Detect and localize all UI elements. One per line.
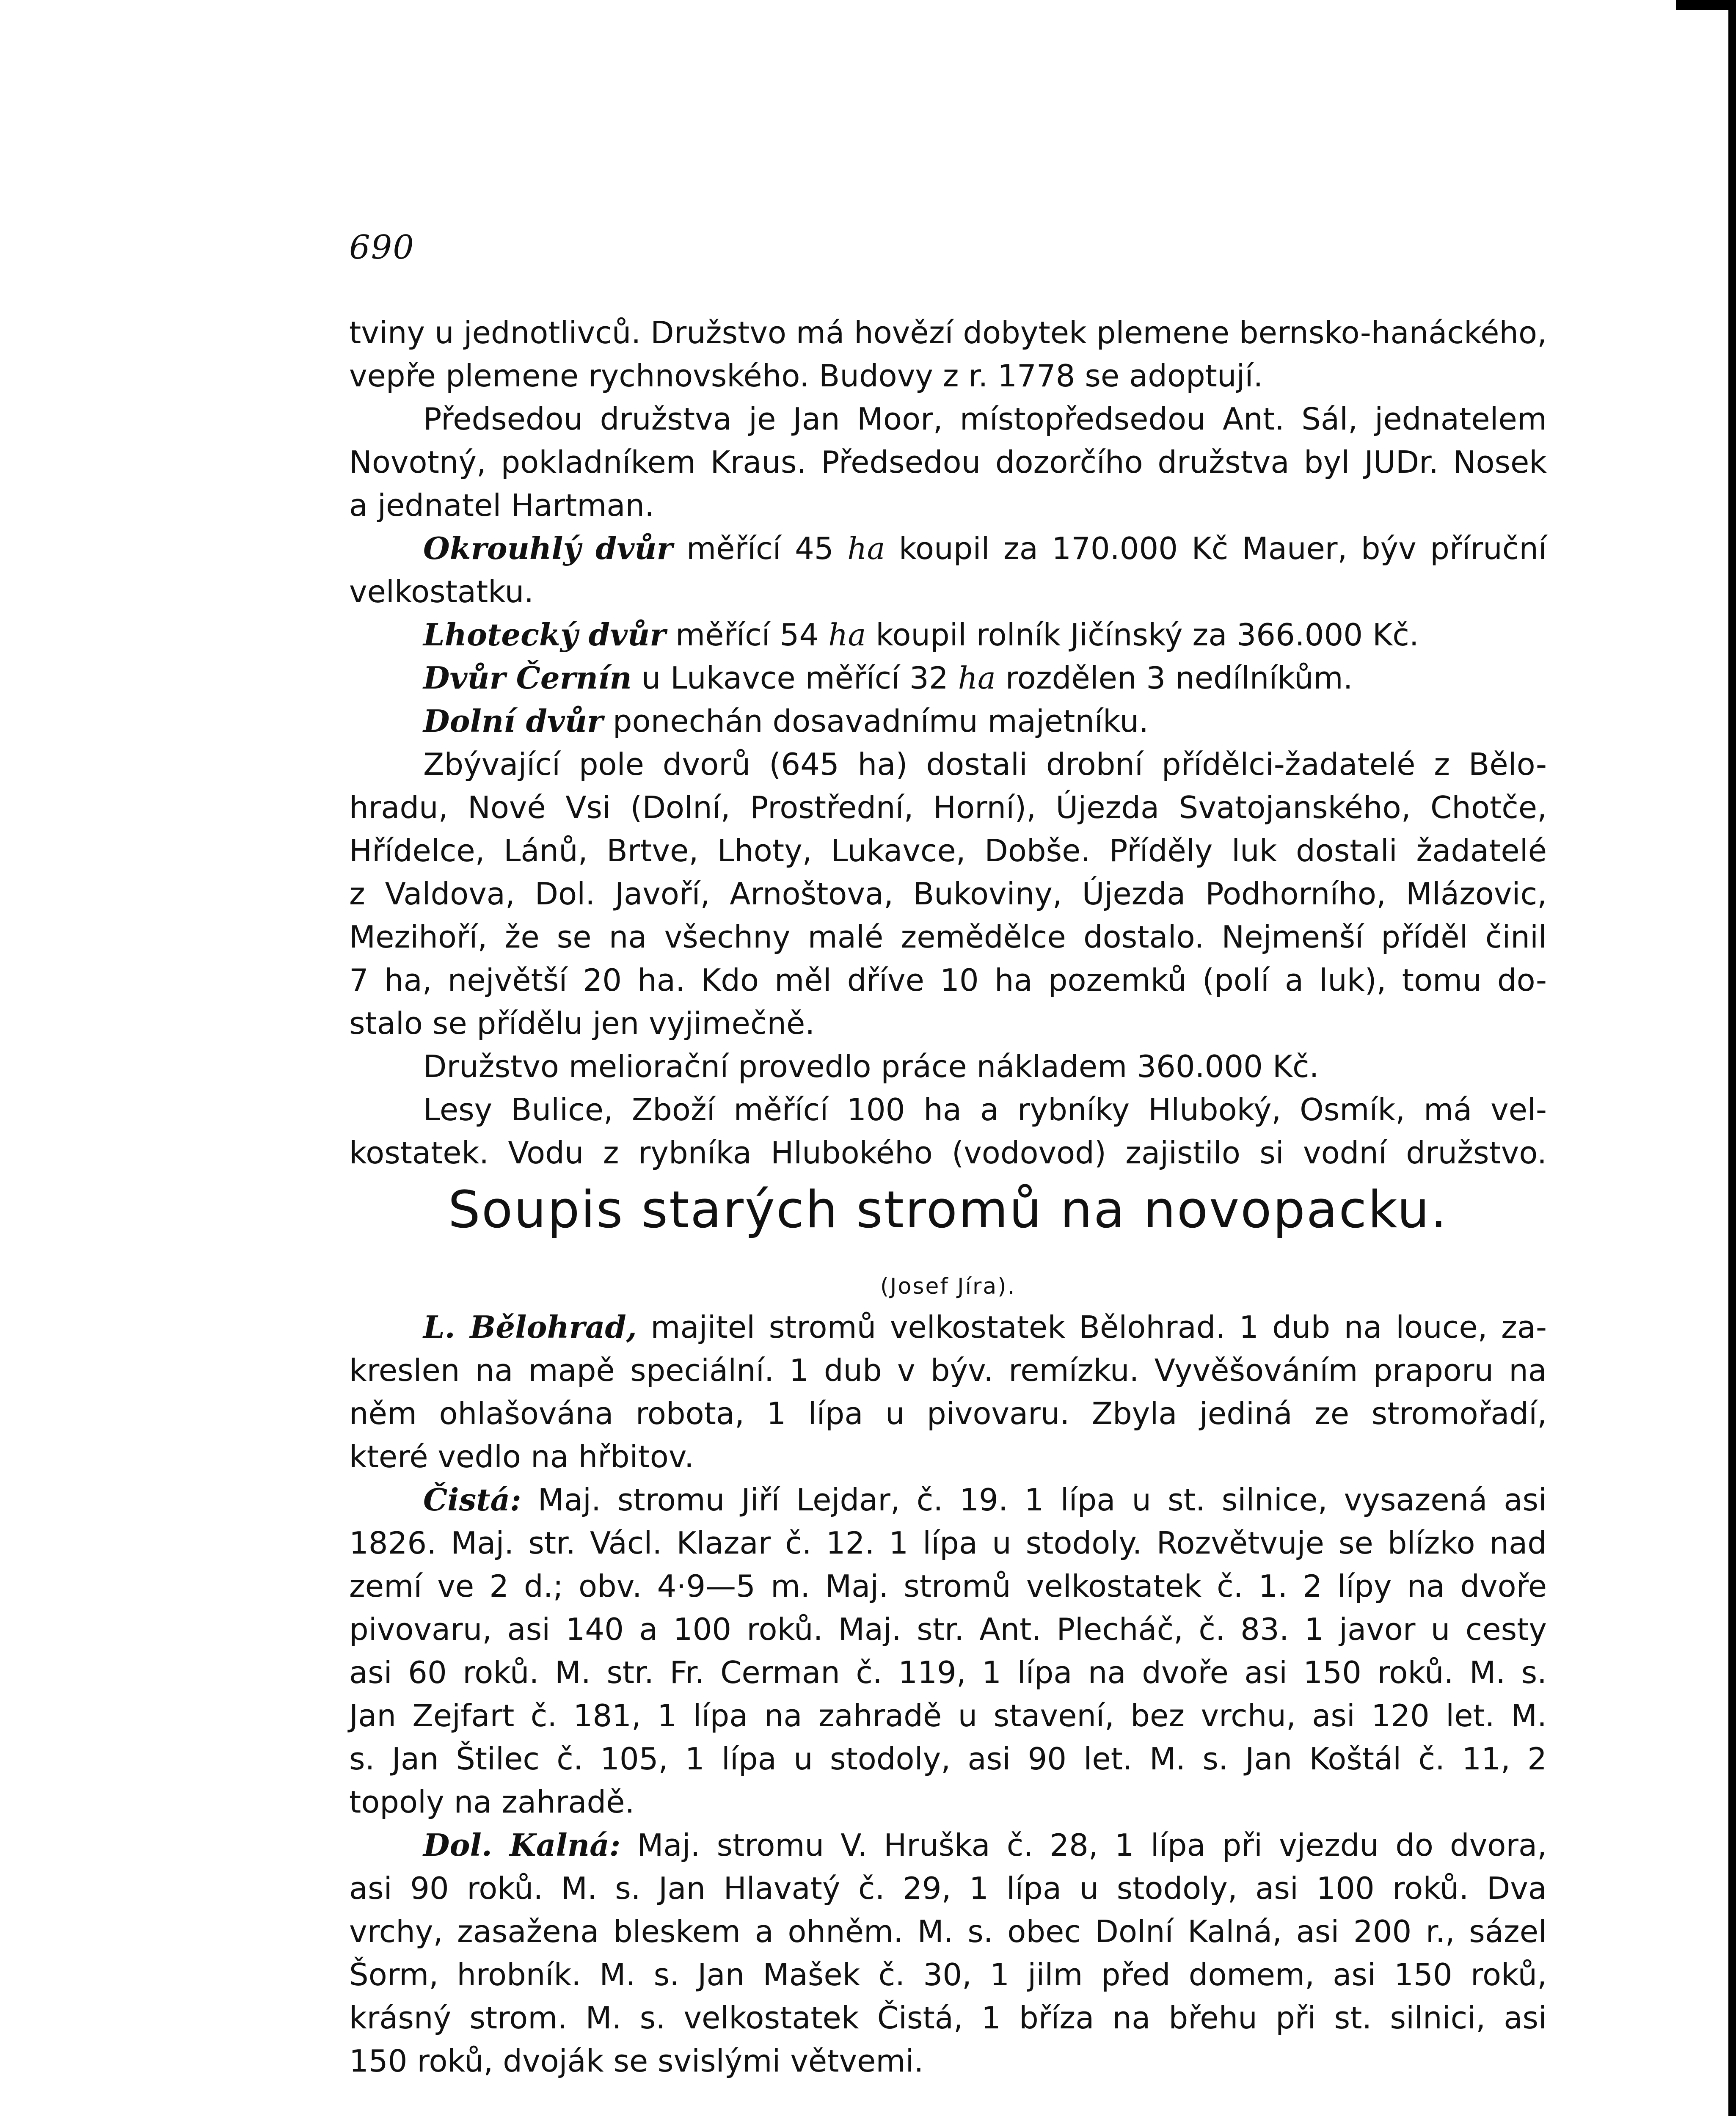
line-text: pivovaru, asi 140 a 100 roků. Maj. str. Ant. Plecháč, č. 83. 1 javor u cesty	[349, 1612, 1547, 1647]
text-line	[349, 570, 1547, 613]
text-line	[349, 484, 1547, 527]
line-text: kreslen na mapě speciální. 1 dub v býv. remízku. Vyvěšováním praporu na	[349, 1353, 1547, 1388]
line-text: u Lukavce měřící 32	[631, 660, 958, 696]
text-line	[349, 1521, 1547, 1565]
line-text: asi 60 roků. M. str. Fr. Cerman č. 119, 1 lípa na dvoře asi 150 roků. M. s.	[349, 1655, 1547, 1690]
line-text: měřící 45	[672, 531, 848, 566]
text-line	[349, 1045, 1547, 1088]
italic-lead: L. Bělohrad,	[423, 1309, 637, 1345]
text-line	[349, 441, 1547, 484]
text-line	[349, 872, 1547, 915]
text-line	[349, 1996, 1547, 2039]
text-line	[349, 1088, 1547, 1131]
text-line	[349, 1306, 1547, 1349]
italic-lead: Lhotecký dvůr	[423, 617, 666, 653]
text-line	[349, 1910, 1547, 1953]
text-line	[349, 915, 1547, 959]
section-old-trees-text	[349, 1306, 1547, 2083]
section-cooperative-text	[349, 311, 1547, 1174]
italic-unit: ha	[958, 660, 996, 696]
line-text: majitel stromů velkostatek Bělohrad. 1 dub na louce, za-	[637, 1309, 1547, 1345]
line-text: koupil za 170.000 Kč Mauer, býv příruční	[885, 531, 1547, 566]
line-text: hradu, Nové Vsi (Dolní, Prostřední, Horní), Újezda Svatojanského, Chotče,	[349, 790, 1547, 825]
line-text: a jednatel Hartman.	[349, 488, 655, 523]
text-line	[349, 1435, 1547, 1478]
line-text: tviny u jednotlivců. Družstvo má hovězí dobytek plemene bernsko-hanáckého,	[349, 315, 1547, 350]
text-line	[349, 2039, 1547, 2083]
line-text: ponechán dosavadnímu majetníku.	[603, 703, 1149, 739]
section-author: (Josef Jíra).	[880, 1274, 1016, 1299]
line-text: z Valdova, Dol. Javoří, Arnoštova, Bukoviny, Újezda Podhorního, Mlázovic,	[349, 876, 1547, 912]
scan-border-right	[1728, 0, 1736, 2116]
line-text: 1826. Maj. str. Václ. Klazar č. 12. 1 lípa u stodoly. Rozvětvuje se blízko nad	[349, 1525, 1547, 1561]
text-line	[349, 527, 1547, 570]
text-line	[349, 1565, 1547, 1608]
line-text: Šorm, hrobník. M. s. Jan Mašek č. 30, 1 jilm před domem, asi 150 roků,	[349, 1957, 1547, 1992]
text-line	[349, 700, 1547, 743]
line-text: 150 roků, dvoják se svislými větvemi.	[349, 2043, 924, 2079]
line-text: krásný strom. M. s. velkostatek Čistá, 1 bříza na břehu při st. silnici, asi	[349, 2000, 1547, 2036]
italic-unit: ha	[828, 617, 866, 653]
line-text: velkostatku.	[349, 574, 534, 609]
line-text: vrchy, zasažena bleskem a ohněm. M. s. obec Dolní Kalná, asi 200 r., sázel	[349, 1914, 1547, 1949]
text-line	[349, 1651, 1547, 1694]
line-text: měřící 54	[666, 617, 829, 653]
text-line	[349, 959, 1547, 1002]
text-line	[349, 354, 1547, 397]
text-line	[349, 1131, 1547, 1174]
text-line	[349, 1780, 1547, 1824]
italic-lead: Dol. Kalná:	[423, 1827, 621, 1863]
text-line	[349, 1824, 1547, 1867]
italic-lead: Dolní dvůr	[423, 703, 603, 739]
line-text: asi 90 roků. M. s. Jan Hlavatý č. 29, 1 lípa u stodoly, asi 100 roků. Dva	[349, 1871, 1547, 1906]
text-line	[349, 1392, 1547, 1435]
section-heading: Soupis starých stromů na novopacku.	[448, 1181, 1448, 1240]
italic-unit: ha	[847, 531, 885, 566]
line-text: rozdělen 3 nedílníkům.	[995, 660, 1353, 696]
line-text: Předsedou družstva je Jan Moor, místopředsedou Ant. Sál, jednatelem	[423, 401, 1547, 437]
line-text: které vedlo na hřbitov.	[349, 1439, 694, 1474]
text-line	[349, 1002, 1547, 1045]
text-line	[349, 1737, 1547, 1780]
text-line	[349, 1867, 1547, 1910]
line-text: topoly na zahradě.	[349, 1784, 635, 1820]
text-line	[349, 656, 1547, 700]
text-line	[349, 1349, 1547, 1392]
page-number: 690	[349, 229, 415, 267]
line-text: Mezihoří, že se na všechny malé zemědělce dostalo. Nejmenší příděl činil	[349, 919, 1547, 955]
line-text: Jan Zejfart č. 181, 1 lípa na zahradě u stavení, bez vrchu, asi 120 let. M.	[349, 1698, 1547, 1733]
text-line	[349, 1478, 1547, 1521]
text-line	[349, 786, 1547, 829]
text-line	[349, 311, 1547, 354]
scan-border-top	[1676, 0, 1736, 10]
italic-lead: Okrouhlý dvůr	[423, 530, 673, 566]
italic-lead: Dvůr Černín	[423, 660, 632, 696]
line-text: něm ohlašována robota, 1 lípa u pivovaru. Zbyla jediná ze stromořadí,	[349, 1396, 1547, 1431]
text-line	[349, 397, 1547, 441]
text-line	[349, 1608, 1547, 1651]
line-text: Maj. stromu Jiří Lejdar, č. 19. 1 lípa u st. silnice, vysazená asi	[521, 1482, 1547, 1518]
text-line	[349, 1694, 1547, 1737]
text-line	[349, 743, 1547, 786]
line-text: Maj. stromu V. Hruška č. 28, 1 lípa při vjezdu do dvora,	[620, 1827, 1547, 1863]
line-text: Družstvo meliorační provedlo práce nákladem 360.000 Kč.	[423, 1049, 1319, 1084]
line-text: vepře plemene rychnovského. Budovy z r. 1778 se adoptují.	[349, 358, 1263, 394]
text-line	[349, 829, 1547, 872]
text-line	[349, 1953, 1547, 1996]
line-text: Novotný, pokladníkem Kraus. Předsedou dozorčího družstva byl JUDr. Nosek	[349, 444, 1547, 480]
line-text: kostatek. Vodu z rybníka Hlubokého (vodovod) zajistilo si vodní družstvo.	[349, 1135, 1547, 1171]
italic-lead: Čistá:	[423, 1482, 521, 1518]
line-text: Lesy Bulice, Zboží měřící 100 ha a rybníky Hluboký, Osmík, má vel-	[423, 1092, 1547, 1127]
line-text: Hřídelce, Lánů, Brtve, Lhoty, Lukavce, Dobše. Příděly luk dostali žadatelé	[349, 833, 1547, 868]
line-text: stalo se přídělu jen vyjimečně.	[349, 1006, 815, 1041]
line-text: Zbývající pole dvorů (645 ha) dostali drobní přídělci-žadatelé z Bělo-	[423, 747, 1547, 782]
line-text: koupil rolník Jičínský za 366.000 Kč.	[866, 617, 1419, 653]
text-line	[349, 613, 1547, 656]
line-text: zemí ve 2 d.; obv. 4·9—5 m. Maj. stromů velkostatek č. 1. 2 lípy na dvoře	[349, 1568, 1547, 1604]
line-text: 7 ha, největší 20 ha. Kdo měl dříve 10 ha pozemků (polí a luk), tomu do-	[349, 962, 1547, 998]
line-text: s. Jan Štilec č. 105, 1 lípa u stodoly, asi 90 let. M. s. Jan Koštál č. 11, 2	[349, 1741, 1547, 1777]
